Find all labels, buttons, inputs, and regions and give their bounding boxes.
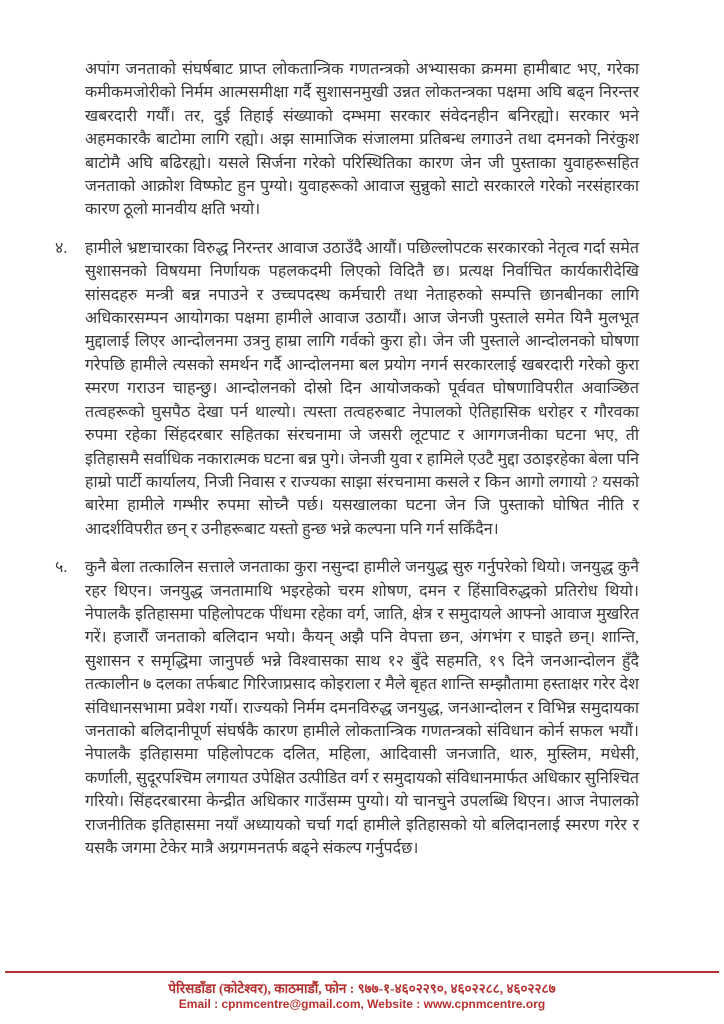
paragraph-text: कुनै बेला तत्कालिन सत्ताले जनताका कुरा नसुन्दा हामीले जनयुद्ध सुरु गर्नुपरेको थियो। जनयुद्ध कुनै रहर थिएन। जनयुद्ध जनतामाथि भइरहेको चरम शोषण, दमन र हिंसाविरुद्धको प्रतिरोध थियो। नेपालकै इतिहासमा पहिलोपटक पींधमा रहेका वर्ग, जाति, क्षेत्र र समुदायले आफ्नो आवाज मुखरित गरें। हजारौं जनताको बलिदान भयो। कैयन् अझै पनि वेपत्ता छन, अंगभंग र घाइते छन्। शान्ति, सुशासन र समृद्धिमा जानुपर्छ भन्ने विश्वासका साथ १२ बुँदे सहमति, १९ दिने जनआन्दोलन हुँदै तत्कालीन ७ दलका तर्फबाट गिरिजाप्रसाद कोइराला र मैले बृहत शान्ति सम्झौतामा हस्ताक्षर गरेर देश संविधानसभामा प्रवेश गर्यो। राज्यको निर्मम दमनविरुद्ध जनयुद्ध, जनआन्दोलन र विभिन्न समुदायका जनताको बलिदानीपूर्ण संघर्षकै कारण हामीले लोकतान्त्रिक गणतन्त्रको संविधान कोर्न सफल भयौं। नेपालकै इतिहासमा पहिलोपटक दलित, महिला, आदिवासी जनजाति, थारु, मुस्लिम, मधेसी, कर्णाली, सुदूरपश्चिम लगायत उपेक्षित उत्पीडित वर्ग र समुदायको संविधानमार्फत अधिकार सुनिश्चित गरियो। सिंहदरबारमा केन्द्रीत अधिकार गाउँसम्म पुग्यो। यो चानचुने उपलब्धि थिएन। आज नेपालको राजनीतिक इतिहासमा नयाँ अध्यायको चर्चा गर्दा हामीले इतिहासको यो बलिदानलाई स्मरण गरेर र यसकै जगमा टेकेर मात्रै अग्रगमनतर्फ बढ्ने संकल्प गर्नुपर्दछ। [85,559,639,857]
footer-contact: Email : cpnmcentre@gmail.com, Website : www.cpnmcentre.org [178,997,546,1011]
paragraph-4 [55,237,639,541]
paragraph-number: ५. [55,559,68,577]
paragraph-5 [55,556,639,860]
paragraph-text: हामीले भ्रष्टाचारका विरुद्ध निरन्तर आवाज उठाउँदै आयौं। पछिल्लोपटक सरकारको नेतृत्व गर्दा समेत सुशासनको विषयमा निर्णायक पहलकदमी लिएको विदितै छ। प्रत्यक्ष निर्वाचित कार्यकारीदेखि सांसदहरु मन्त्री बन्न नपाउने र उच्चपदस्थ कर्मचारी तथा नेताहरुको सम्पत्ति छानबीनका लागि अधिकारसम्पन आयोगका पक्षमा हामीले आवाज उठायौं। आज जेनजी पुस्ताले समेत यिनै मुलभूत मुद्दालाई लिएर आन्दोलनमा उत्रनु हाम्रा लागि गर्वको कुरा हो। जेन जी पुस्ताले आन्दोलनको घोषणा गरेपछि हामीले त्यसको समर्थन गर्दै आन्दोलनमा बल प्रयोग नगर्न सरकारलाई खबरदारी गरेको कुरा स्मरण गराउन चाहन्छु। आन्दोलनको दोस्रो दिन आयोजकको पूर्ववत घोषणाविपरीत अवाञ्छित तत्वहरूको घुसपैठ देखा पर्न थाल्यो। त्यस्ता तत्वहरुबाट नेपालको ऐतिहासिक धरोहर र गौरवका रुपमा रहेका सिंहदरबार सहितका संरचनामा जे जसरी लूटपाट र आगगजनीका घटना भए, ती इतिहासमै सर्वाधिक नकारात्मक घटना बन्न पुगे। जेनजी युवा र हामिले एउटै मुद्दा उठाइरहेका बेला पनि हाम्रो पार्टी कार्यालय, निजी निवास र राज्यका साझा संरचनामा कसले र किन आगो लगायो ? यसको बारेमा हामीले गम्भीर रुपमा सोच्नै पर्छ। यसखालका घटना जेन जि पुस्ताको घोषित नीति र आदर्शविपरीत छन् र उनीहरूबाट यस्तो हुन्छ भन्ने कल्पना पनि गर्न सकिँदैन। [85,239,639,538]
page-footer [5,971,719,1012]
paragraph-text: अपांग जनताको संघर्षबाट प्राप्त लोकतान्त्रिक गणतन्त्रको अभ्यासका क्रममा हामीबाट भए, गरेका कमीकमजोरीको निर्मम आत्मसमीक्षा गर्दै सुशासनमुखी उन्नत लोकतन्त्रका पक्षमा अघि बढ्न निरन्तर खबरदारी गर्यौं। तर, दुई तिहाई संख्याको दम्भमा सरकार संवेदनहीन बनिरह्यो। सरकार भने अहमकारकै बाटोमा लागि रह्यो। अझ सामाजिक संजालमा प्रतिबन्ध लगाउने तथा दमनको निरंकुश बाटोमै अघि बढिरह्यो। यसले सिर्जना गरेको परिस्थितिका कारण जेन जी पुस्ताका युवाहरूसहित जनताको आक्रोश विष्फोट हुन पुग्यो। युवाहरूको आवाज सुन्नुको साटो सरकारले गरेको नरसंहारका कारण ठूलो मानवीय क्षति भयो। [85,61,639,219]
footer-address: पेरिसडाँडा (कोटेश्वर), काठमाडौं, फोन : ९७७-१-४६०२२९०, ४६०२२८८, ४६०२२८७ [168,981,556,996]
document-body [55,58,639,875]
paragraph-continuation [85,58,639,222]
paragraph-number: ४. [55,239,68,257]
